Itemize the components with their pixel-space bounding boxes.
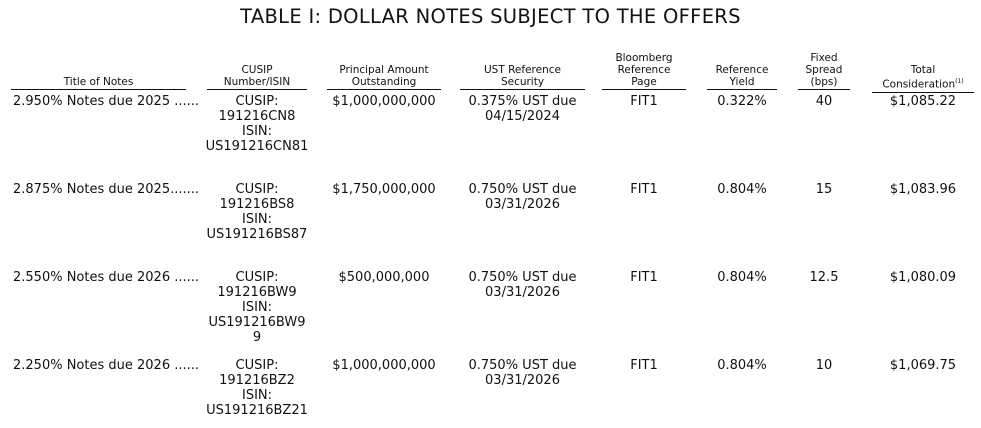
row4-yield: 0.804% [717,358,767,373]
row3-total: $1,080.09 [889,270,957,285]
header-bloomberg: Bloomberg Reference Page [602,52,686,90]
row3-ust: 0.750% UST due 03/31/2026 [468,270,577,300]
row4-title: 2.250% Notes due 2026 ...... [13,358,200,373]
row2-ust: 0.750% UST due 03/31/2026 [468,182,577,212]
row4-total: $1,069.75 [889,358,957,373]
row3-title: 2.550% Notes due 2026 ...... [13,270,200,285]
row1-title: 2.950% Notes due 2025 ...... [13,94,200,109]
header-total [872,64,974,93]
header-principal: Principal Amount Outstanding [327,64,441,90]
header-total-label: Total Consideration [882,64,956,91]
row2-total: $1,083.96 [889,182,957,197]
header-total-footnote: (1) [955,78,964,85]
row3-cusip: CUSIP: 191216BW9 ISIN: US191216BW9 9 [208,270,306,345]
row3-yield: 0.804% [717,270,767,285]
row2-spread: 15 [815,182,833,197]
header-title-of-notes: Title of Notes [11,76,186,90]
header-yield: Reference Yield [707,64,777,90]
header-cusip: CUSIP Number/ISIN [207,64,307,90]
row4-ust: 0.750% UST due 03/31/2026 [468,358,577,388]
row4-cusip: CUSIP: 191216BZ2 ISIN: US191216BZ21 [206,358,308,418]
row2-cusip: CUSIP: 191216BS8 ISIN: US191216BS87 [206,182,308,242]
row4-principal: $1,000,000,000 [332,358,436,373]
row2-bloomberg: FIT1 [630,182,658,197]
header-spread: Fixed Spread (bps) [798,52,850,90]
row2-title: 2.875% Notes due 2025....... [13,182,200,197]
row4-bloomberg: FIT1 [630,358,658,373]
row1-spread: 40 [815,94,833,109]
table-title: TABLE I: DOLLAR NOTES SUBJECT TO THE OFFERS [240,5,741,28]
row3-principal: $500,000,000 [338,270,430,285]
row2-principal: $1,750,000,000 [332,182,436,197]
row1-ust: 0.375% UST due 04/15/2024 [468,94,577,124]
header-ust: UST Reference Security [460,64,585,90]
row1-yield: 0.322% [717,94,767,109]
row1-total: $1,085.22 [889,94,957,109]
row1-cusip: CUSIP: 191216CN8 ISIN: US191216CN81 [205,94,309,154]
row1-bloomberg: FIT1 [630,94,658,109]
row2-yield: 0.804% [717,182,767,197]
row3-bloomberg: FIT1 [630,270,658,285]
row3-spread: 12.5 [809,270,839,285]
row1-principal: $1,000,000,000 [332,94,436,109]
row4-spread: 10 [815,358,833,373]
